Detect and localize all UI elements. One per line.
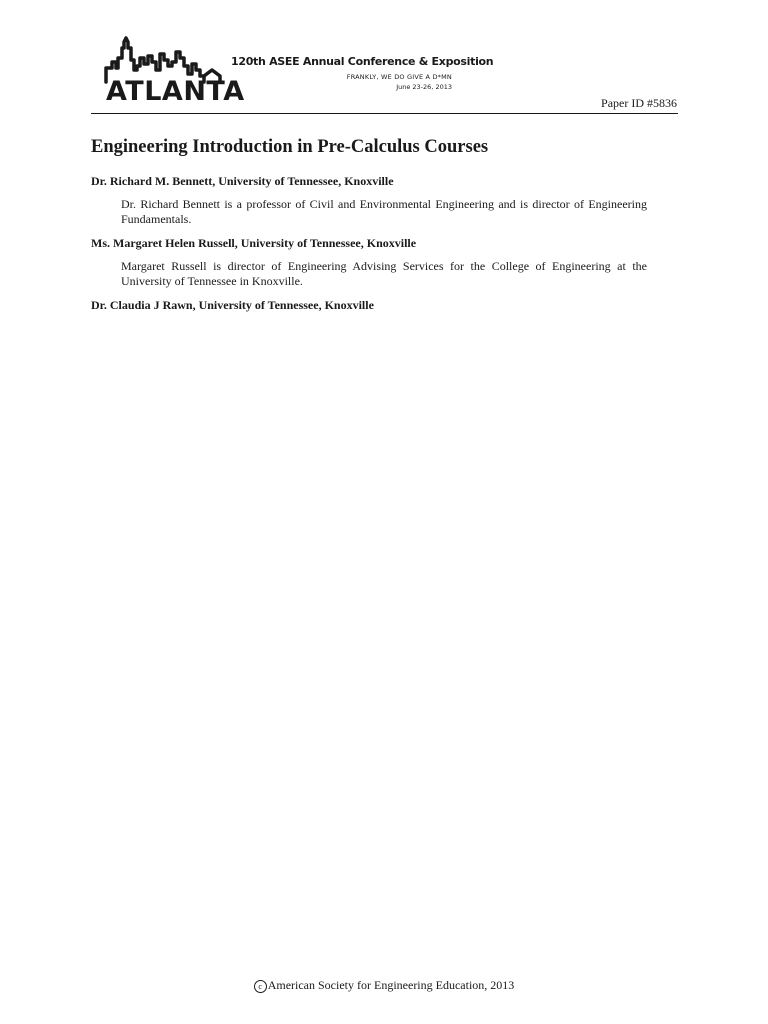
conference-title: 120th ASEE Annual Conference & Exposition: [231, 55, 494, 68]
header-divider: [91, 113, 678, 114]
author-bio: Margaret Russell is director of Engineering Advising Services for the College of Engineering at the University of Tennessee in Knoxville.: [121, 259, 647, 288]
paper-title: Engineering Introduction in Pre-Calculus Courses: [91, 137, 489, 157]
logo-city-name: ATLANTA: [106, 76, 245, 107]
paper-id: Paper ID #5836: [601, 96, 677, 110]
copyright-text: American Society for Engineering Education, 2013: [267, 978, 515, 992]
author-bio: Dr. Richard Bennett is a professor of Civil and Environmental Engineering and is director of Engineering Fundamentals.: [121, 197, 647, 226]
author-name: Dr. Richard M. Bennett, University of Tennessee, Knoxville: [91, 174, 394, 188]
author-name: Dr. Claudia J Rawn, University of Tennessee, Knoxville: [91, 298, 374, 312]
copyright-footer: [0, 978, 768, 993]
copyright-icon: c: [254, 980, 267, 993]
author-name: Ms. Margaret Helen Russell, University of Tennessee, Knoxville: [91, 236, 417, 250]
conference-dates: June 23-26, 2013: [396, 83, 452, 91]
conference-tagline: FRANKLY, WE DO GIVE A D*MN: [346, 73, 452, 81]
conference-logo: [104, 36, 494, 107]
paper-body: [91, 136, 678, 312]
